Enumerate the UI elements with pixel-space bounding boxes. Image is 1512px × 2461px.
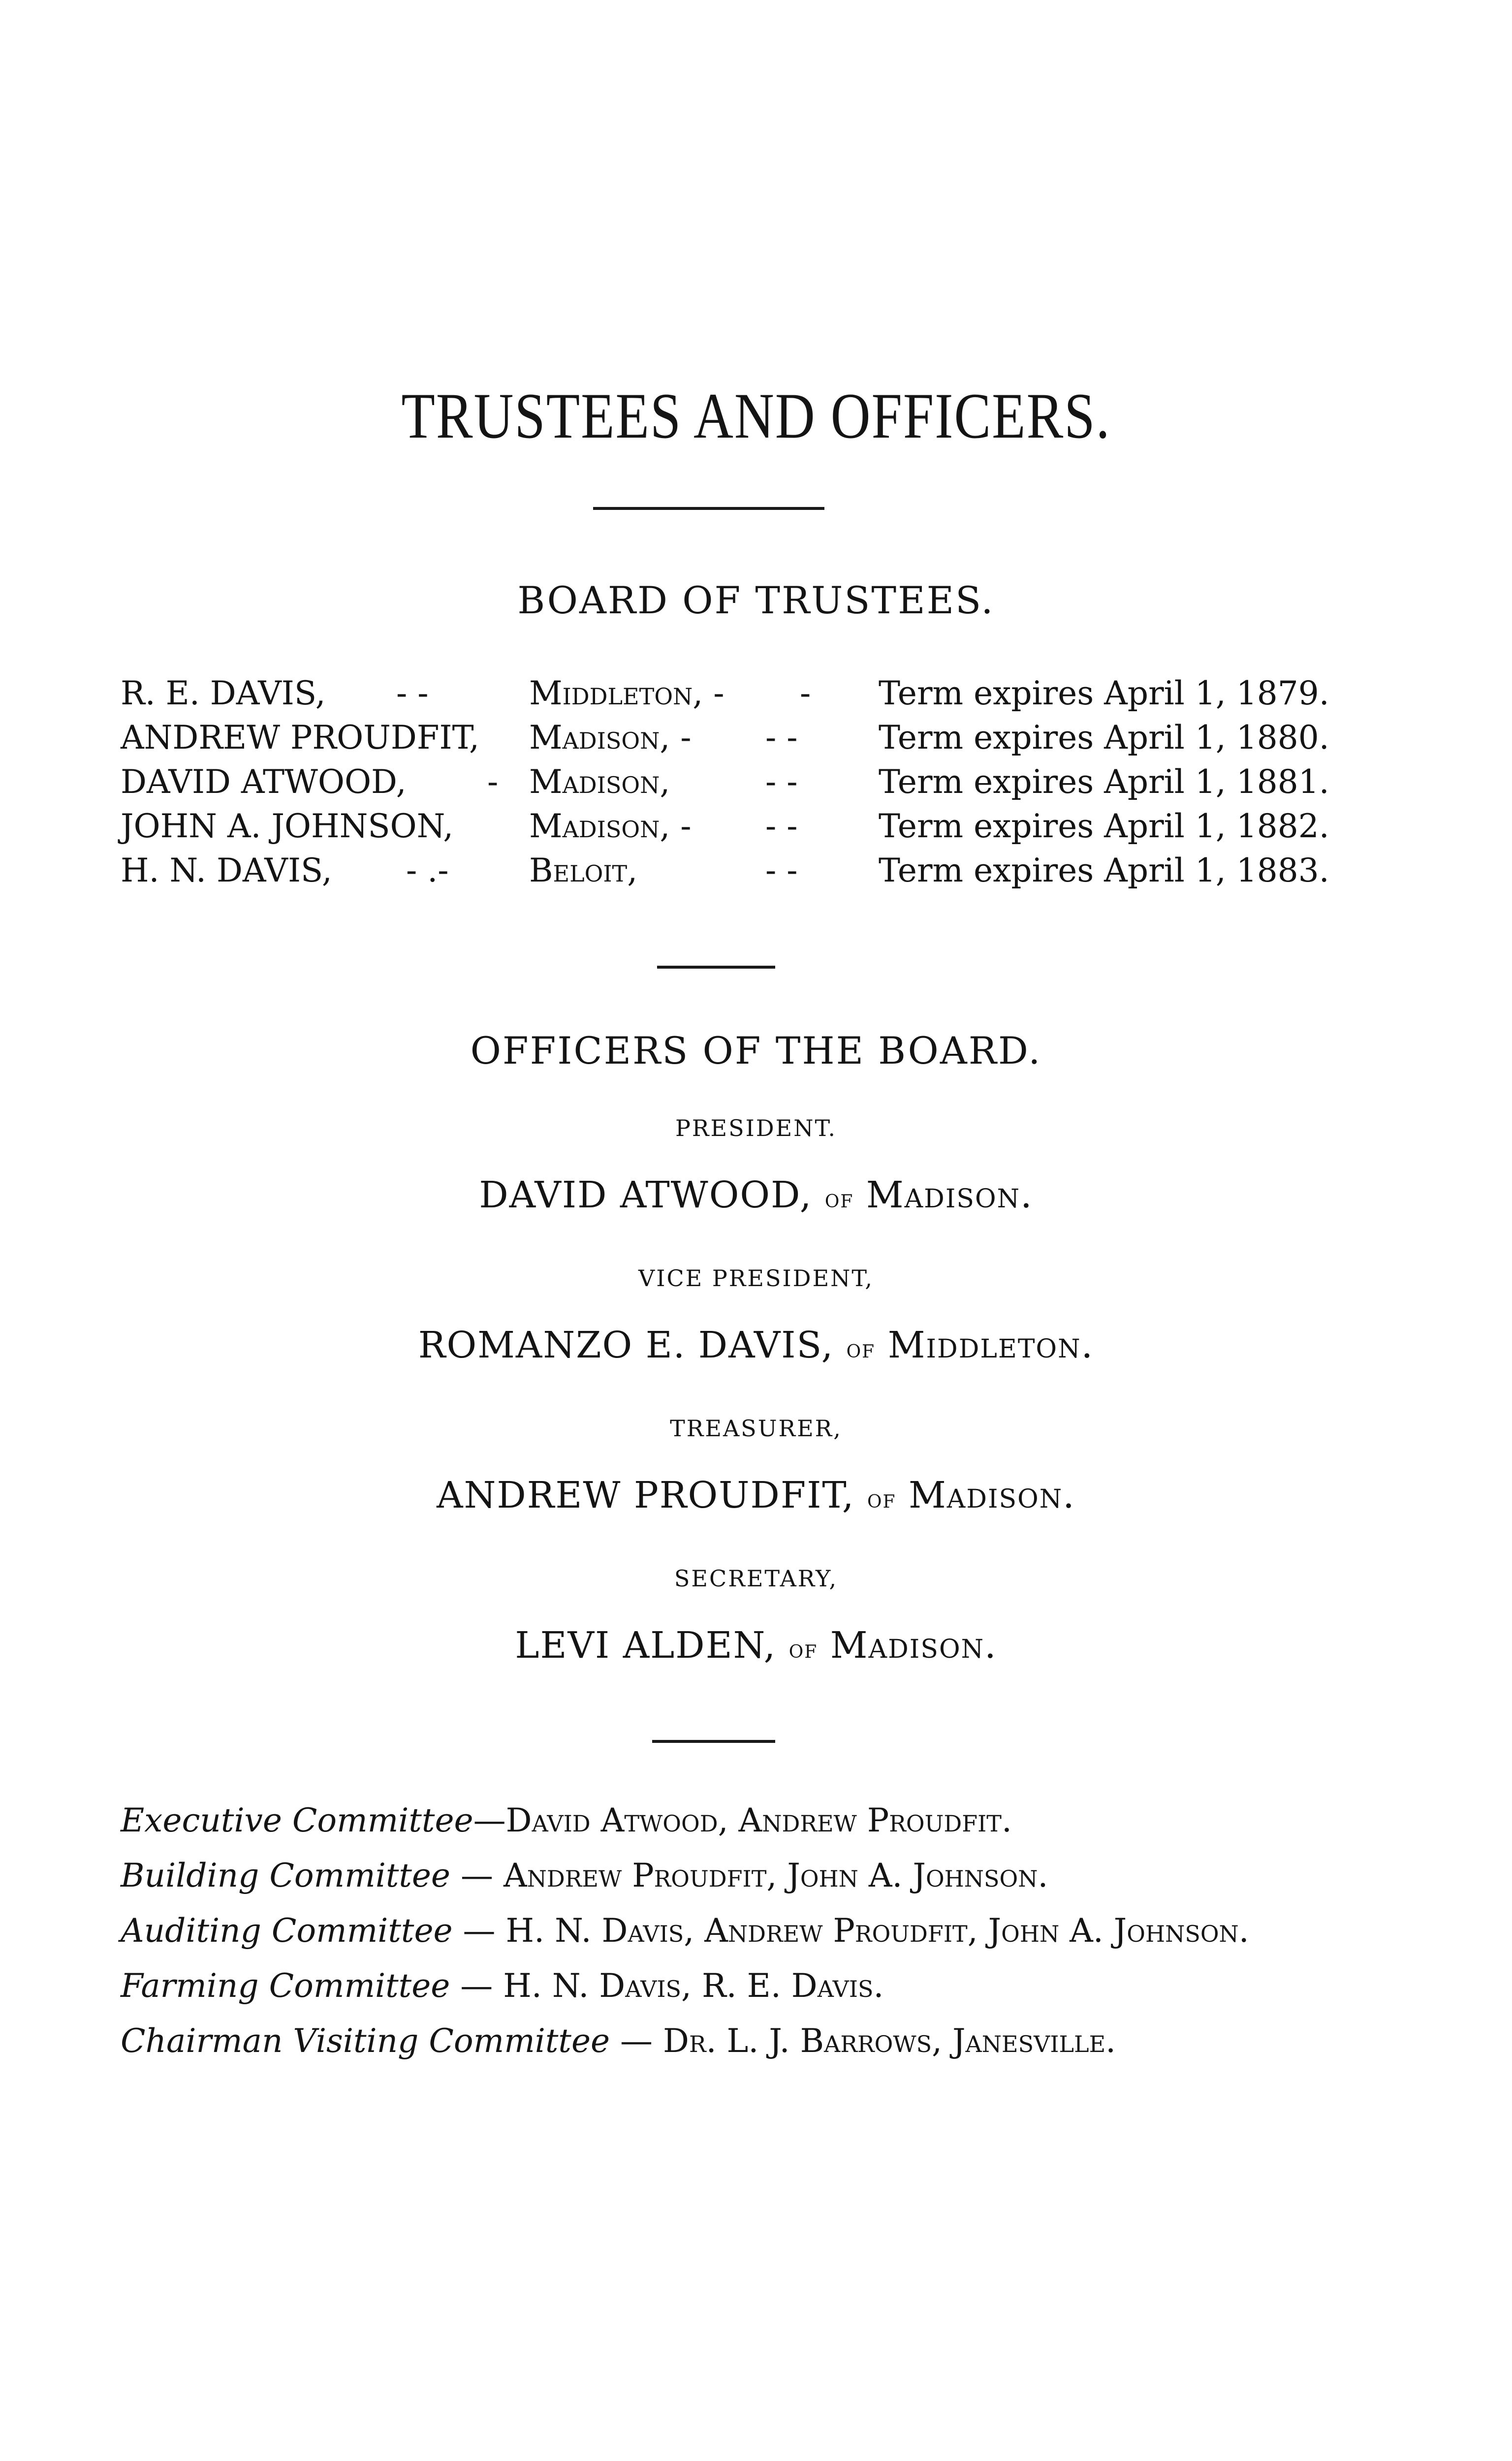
committee-title: Building Committee bbox=[121, 1857, 450, 1894]
officer-of: of bbox=[788, 1635, 818, 1664]
page-title: TRUSTEES AND OFFICERS. bbox=[401, 380, 1111, 452]
treasurer-entry bbox=[0, 1474, 1512, 1516]
treasurer-label: TREASURER, bbox=[670, 1415, 842, 1442]
trustee-term: Term expires April 1, 1881. bbox=[879, 763, 1329, 801]
committee-separator: — bbox=[450, 1967, 504, 2005]
trustee-name: JOHN A. JOHNSON, bbox=[121, 807, 454, 845]
officer-residence: Madison. bbox=[866, 1174, 1033, 1216]
trustee-leader-dashes: - - bbox=[765, 763, 798, 801]
trustee-leader-dashes: - bbox=[800, 674, 811, 712]
trustees-list bbox=[121, 674, 1351, 896]
vice-president-entry bbox=[0, 1324, 1512, 1366]
board-of-trustees-heading: BOARD OF TRUSTEES. bbox=[517, 578, 995, 622]
trustee-leader-dashes: - - bbox=[396, 674, 429, 712]
officer-name: DAVID ATWOOD, bbox=[479, 1174, 813, 1216]
trustee-row bbox=[121, 719, 1351, 763]
committee-members: H. N. Davis, R. E. Davis. bbox=[503, 1967, 884, 2005]
committee-separator: — bbox=[450, 1857, 504, 1894]
trustee-term: Term expires April 1, 1883. bbox=[879, 852, 1329, 889]
committee-title: Farming Committee bbox=[121, 1967, 450, 2005]
trustee-leader-dashes: - bbox=[487, 763, 499, 801]
officer-name: LEVI ALDEN, bbox=[515, 1624, 777, 1667]
secretary-label: SECRETARY, bbox=[674, 1565, 838, 1592]
committee-entry bbox=[121, 1912, 1449, 1967]
divider-rule bbox=[652, 1740, 775, 1743]
trustee-name: H. N. DAVIS, bbox=[121, 852, 332, 889]
vice-president-label: VICE PRESIDENT, bbox=[638, 1265, 874, 1292]
committee-title: Auditing Committee bbox=[121, 1912, 453, 1950]
president-entry bbox=[0, 1174, 1512, 1216]
trustee-term: Term expires April 1, 1879. bbox=[879, 674, 1329, 712]
trustee-row bbox=[121, 674, 1351, 719]
trustee-row bbox=[121, 807, 1351, 852]
divider-rule bbox=[657, 966, 775, 969]
committee-entry bbox=[121, 1857, 1449, 1912]
officers-of-the-board-heading: OFFICERS OF THE BOARD. bbox=[470, 1029, 1042, 1073]
trustee-leader-dashes: - - bbox=[765, 852, 798, 889]
trustee-row bbox=[121, 763, 1351, 807]
committee-members: Andrew Proudfit, John A. Johnson. bbox=[503, 1857, 1048, 1894]
trustee-row bbox=[121, 852, 1351, 896]
officer-residence: Middleton. bbox=[887, 1324, 1094, 1366]
trustee-term: Term expires April 1, 1880. bbox=[879, 719, 1329, 757]
president-label: PRESIDENT. bbox=[675, 1115, 837, 1141]
secretary-entry bbox=[0, 1624, 1512, 1667]
committee-members: Dr. L. J. Barrows, Janesville. bbox=[663, 2022, 1116, 2060]
trustee-leader-dashes: - .- bbox=[406, 852, 449, 889]
committee-title: Chairman Visiting Committee bbox=[121, 2022, 610, 2060]
divider-rule bbox=[593, 507, 824, 510]
trustee-term: Term expires April 1, 1882. bbox=[879, 807, 1329, 845]
officer-residence: Madison. bbox=[830, 1624, 997, 1667]
officer-of: of bbox=[846, 1334, 876, 1364]
trustee-residence: Madison, bbox=[529, 763, 670, 801]
committee-separator: — bbox=[610, 2022, 663, 2060]
trustee-residence: Middleton, - bbox=[529, 674, 724, 712]
trustee-residence: Beloit, bbox=[529, 852, 638, 889]
committee-members: H. N. Davis, Andrew Proudfit, John A. Johnson. bbox=[505, 1912, 1249, 1950]
officer-of: of bbox=[867, 1484, 896, 1514]
committee-entry bbox=[121, 1967, 1449, 2022]
committees-list bbox=[121, 1801, 1449, 2077]
committee-entry bbox=[121, 2022, 1449, 2077]
officer-residence: Madison. bbox=[909, 1474, 1075, 1516]
trustee-name: DAVID ATWOOD, bbox=[121, 763, 407, 801]
trustee-name: R. E. DAVIS, bbox=[121, 674, 326, 712]
trustee-leader-dashes: - - bbox=[765, 719, 798, 757]
trustee-name: ANDREW PROUDFIT, bbox=[121, 719, 479, 757]
officer-name: ANDREW PROUDFIT, bbox=[437, 1474, 855, 1516]
committee-title: Executive Committee bbox=[121, 1801, 473, 1839]
officer-name: ROMANZO E. DAVIS, bbox=[418, 1324, 834, 1366]
trustee-leader-dashes: - - bbox=[765, 807, 798, 845]
trustee-residence: Madison, - bbox=[529, 719, 692, 757]
officer-of: of bbox=[824, 1184, 854, 1214]
committee-members: David Atwood, Andrew Proudfit. bbox=[505, 1801, 1012, 1839]
committee-separator: — bbox=[473, 1801, 506, 1839]
trustee-residence: Madison, - bbox=[529, 807, 692, 845]
committee-entry bbox=[121, 1801, 1449, 1857]
committee-separator: — bbox=[452, 1912, 506, 1950]
